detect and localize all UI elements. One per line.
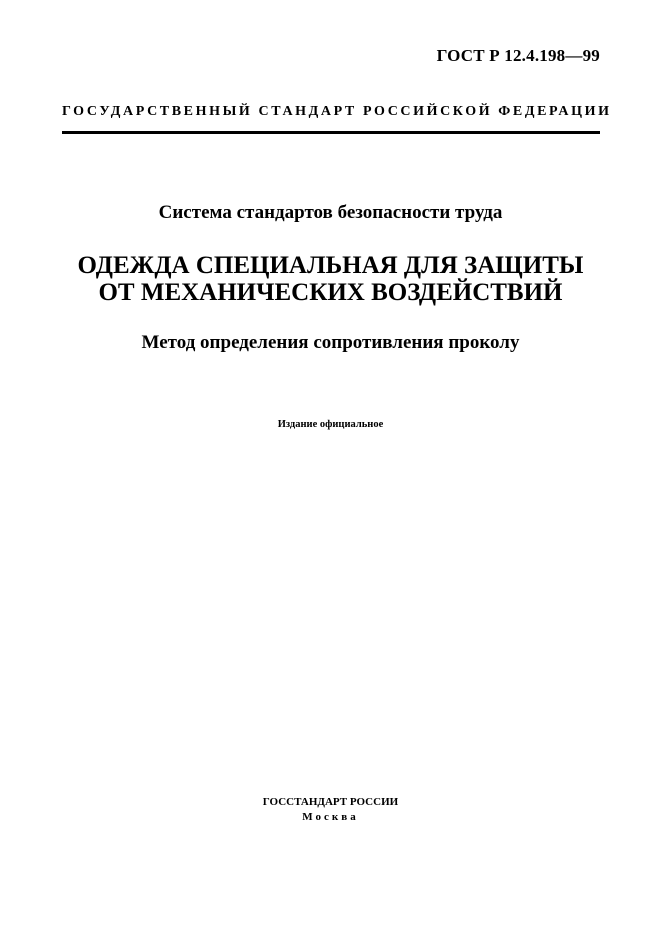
standards-series-title: Система стандартов безопасности труда (158, 202, 503, 223)
document-title-line-1: ОДЕЖДА СПЕЦИАЛЬНАЯ ДЛЯ ЗАЩИТЫ (77, 252, 584, 279)
document-title-line-2: ОТ МЕХАНИЧЕСКИХ ВОЗДЕЙСТВИЙ (98, 279, 563, 306)
edition-note: Издание официальное (277, 419, 384, 430)
standard-number: ГОСТ Р 12.4.198—99 (436, 46, 600, 65)
document-title (0, 252, 661, 306)
state-standard-header: ГОСУДАРСТВЕННЫЙ СТАНДАРТ РОССИЙСКОЙ ФЕДЕРАЦИИ (62, 104, 612, 119)
publisher-name: ГОССТАНДАРТ РОССИИ (262, 796, 399, 808)
publication-city: Москва (302, 811, 359, 823)
header-divider (62, 131, 600, 134)
document-subtitle: Метод определения сопротивления проколу (141, 332, 520, 353)
